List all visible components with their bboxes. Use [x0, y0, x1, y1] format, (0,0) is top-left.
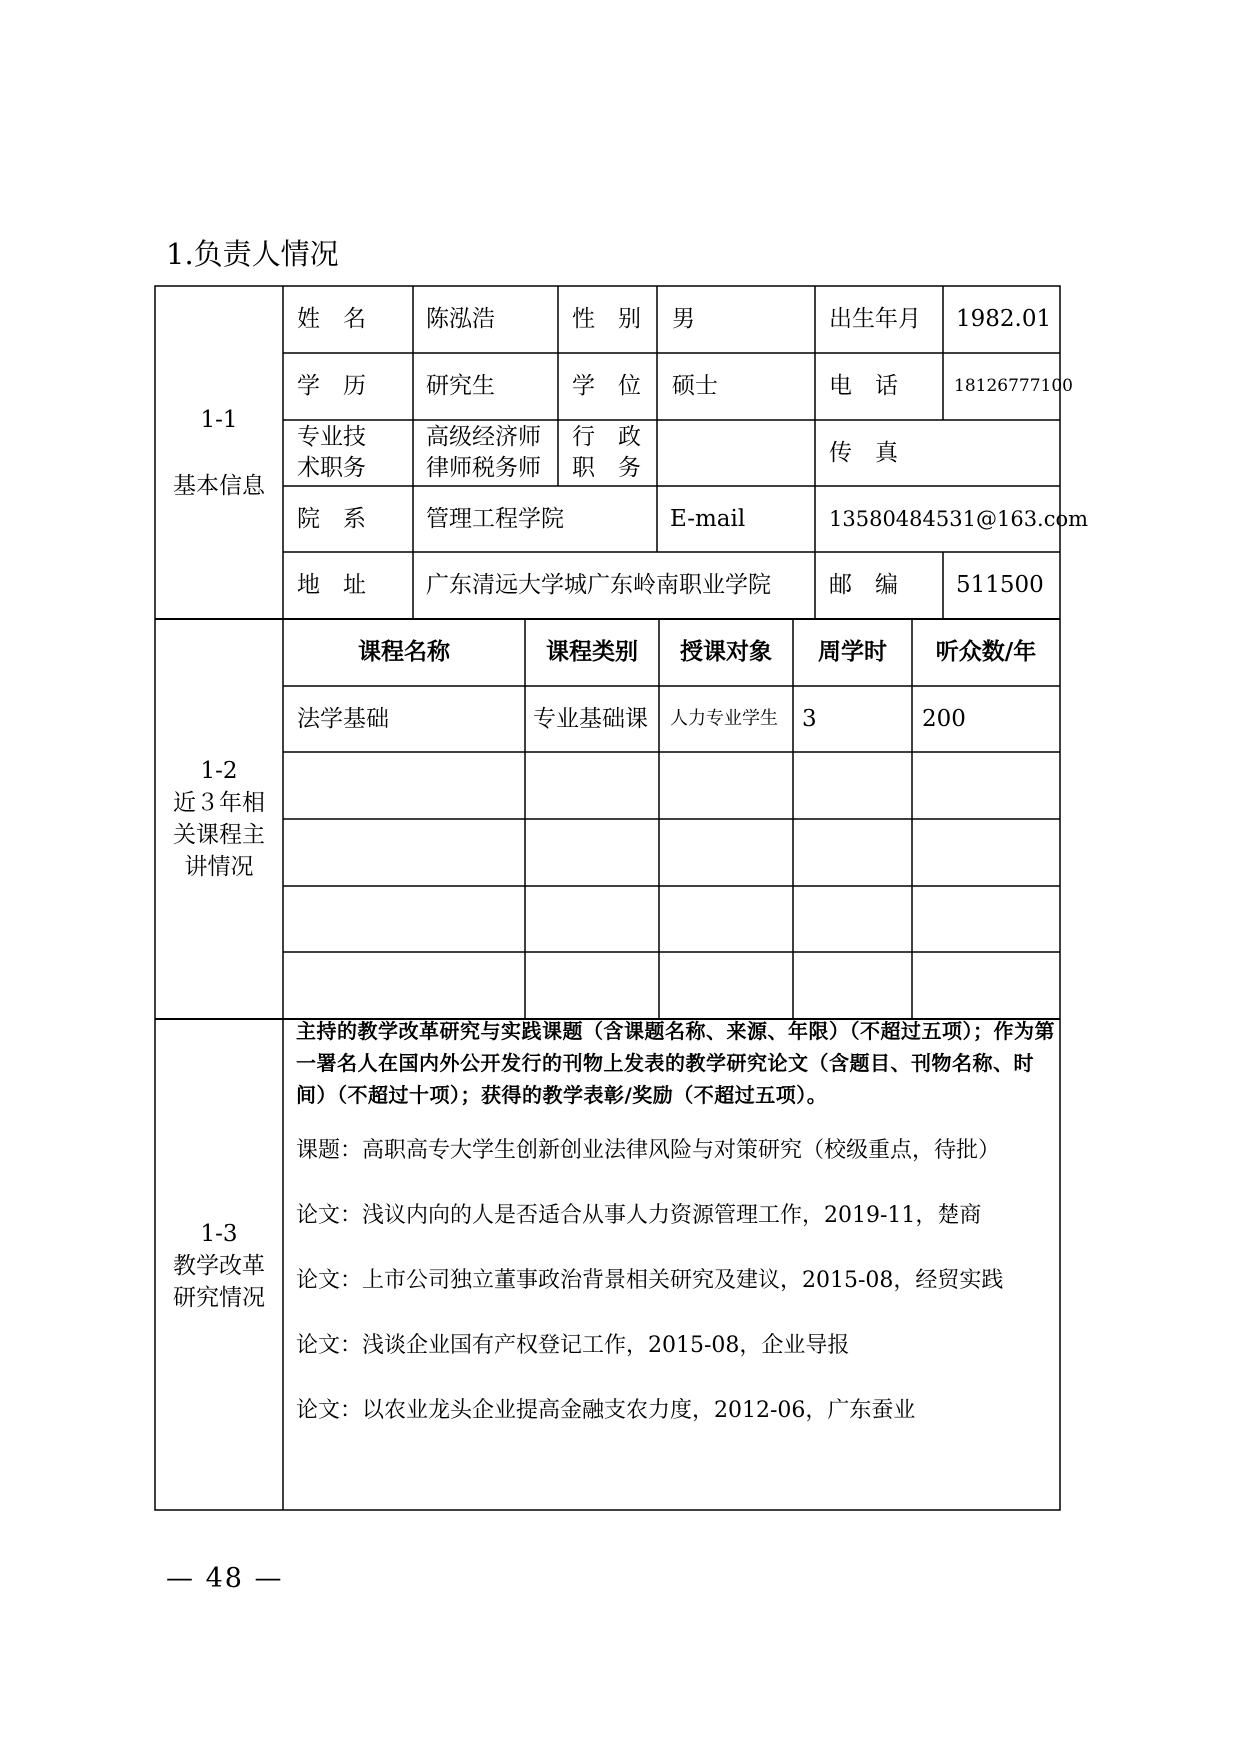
section-1-2-label-line-2: 关课程主	[173, 822, 265, 848]
admin-label-1: 行 政	[572, 424, 641, 450]
section-1-2-id: 1-2	[200, 758, 238, 784]
email-label: E-mail	[670, 506, 746, 532]
address-label: 地 址	[297, 572, 366, 598]
admin-label-2: 职 务	[572, 455, 641, 481]
research-entry-5: 论文：以农业龙头企业提高金融支农力度，2012-06，广东蚕业	[296, 1398, 916, 1423]
table-row-1-name: 法学基础	[297, 706, 389, 732]
dept-label: 院 系	[297, 506, 366, 532]
section-1-2-label-line-1: 近３年相	[173, 790, 265, 816]
phone-label: 电 话	[829, 373, 898, 399]
title-value-1: 高级经济师	[426, 424, 541, 450]
section-1-1-id: 1-1	[200, 407, 238, 433]
name-value: 陈泓浩	[426, 306, 495, 332]
course-header-listeners: 听众数/年	[935, 638, 1037, 665]
research-entry-2: 论文：浅议内向的人是否适合从事人力资源管理工作，2019-11，楚商	[296, 1203, 982, 1228]
course-header-name: 课程名称	[358, 638, 450, 665]
table-row-1-hours: 3	[802, 706, 817, 732]
fax-label: 传 真	[829, 440, 898, 466]
title-label-2: 术职务	[297, 455, 366, 481]
section-1-3-id: 1-3	[200, 1221, 238, 1247]
title-label-1: 专业技	[297, 424, 366, 450]
postcode-label: 邮 编	[829, 572, 898, 598]
table-row-1-listeners: 200	[922, 706, 966, 732]
section-1-3-label-line-1: 教学改革	[173, 1253, 265, 1279]
postcode-value: 511500	[956, 572, 1044, 598]
table-row-1-type: 专业基础课	[533, 706, 648, 732]
course-header-audience: 授课对象	[680, 638, 772, 665]
research-entry-1: 课题：高职高专大学生创新创业法律风险与对策研究（校级重点，待批）	[296, 1138, 1001, 1163]
title-value-2: 律师税务师	[426, 455, 541, 481]
research-intro: 主持的教学改革研究与实践课题（含课题名称、来源、年限）（不超过五项）；作为第一署名人在国内外公开发行的刊物上发表的教学研究论文（含题目、刊物名称、时间）（不超过十项）；获得的教学表彰/奖励（不超过五项）。	[296, 1019, 1055, 1107]
address-value: 广东清远大学城广东岭南职业学院	[426, 572, 771, 598]
birth-value: 1982.01	[956, 306, 1052, 332]
section-title: 1.负责人情况	[166, 237, 339, 271]
birth-label: 出生年月	[829, 306, 921, 332]
page-number: — 48 —	[166, 1563, 284, 1594]
education-value: 研究生	[426, 373, 495, 399]
research-entry-4: 论文：浅谈企业国有产权登记工作，2015-08，企业导报	[296, 1333, 850, 1358]
section-1-2-label-line-3: 讲情况	[184, 854, 254, 880]
table-row-1-audience: 人力专业学生	[670, 708, 778, 729]
phone-value: 18126777100	[954, 376, 1073, 396]
gender-value: 男	[672, 306, 695, 332]
section-1-3-label-line-2: 研究情况	[173, 1285, 265, 1311]
dept-value: 管理工程学院	[426, 506, 564, 532]
gender-label: 性 别	[572, 306, 641, 332]
name-label: 姓 名	[297, 306, 366, 332]
degree-value: 硕士	[672, 373, 718, 399]
email-value: 13580484531@163.com	[829, 507, 1089, 531]
research-entry-3: 论文：上市公司独立董事政治背景相关研究及建议，2015-08，经贸实践	[296, 1268, 1004, 1293]
course-header-type: 课程类别	[546, 638, 638, 665]
education-label: 学 历	[297, 373, 366, 399]
section-1-1-label: 基本信息	[173, 473, 265, 499]
course-header-hours: 周学时	[818, 638, 887, 665]
degree-label: 学 位	[572, 373, 641, 399]
